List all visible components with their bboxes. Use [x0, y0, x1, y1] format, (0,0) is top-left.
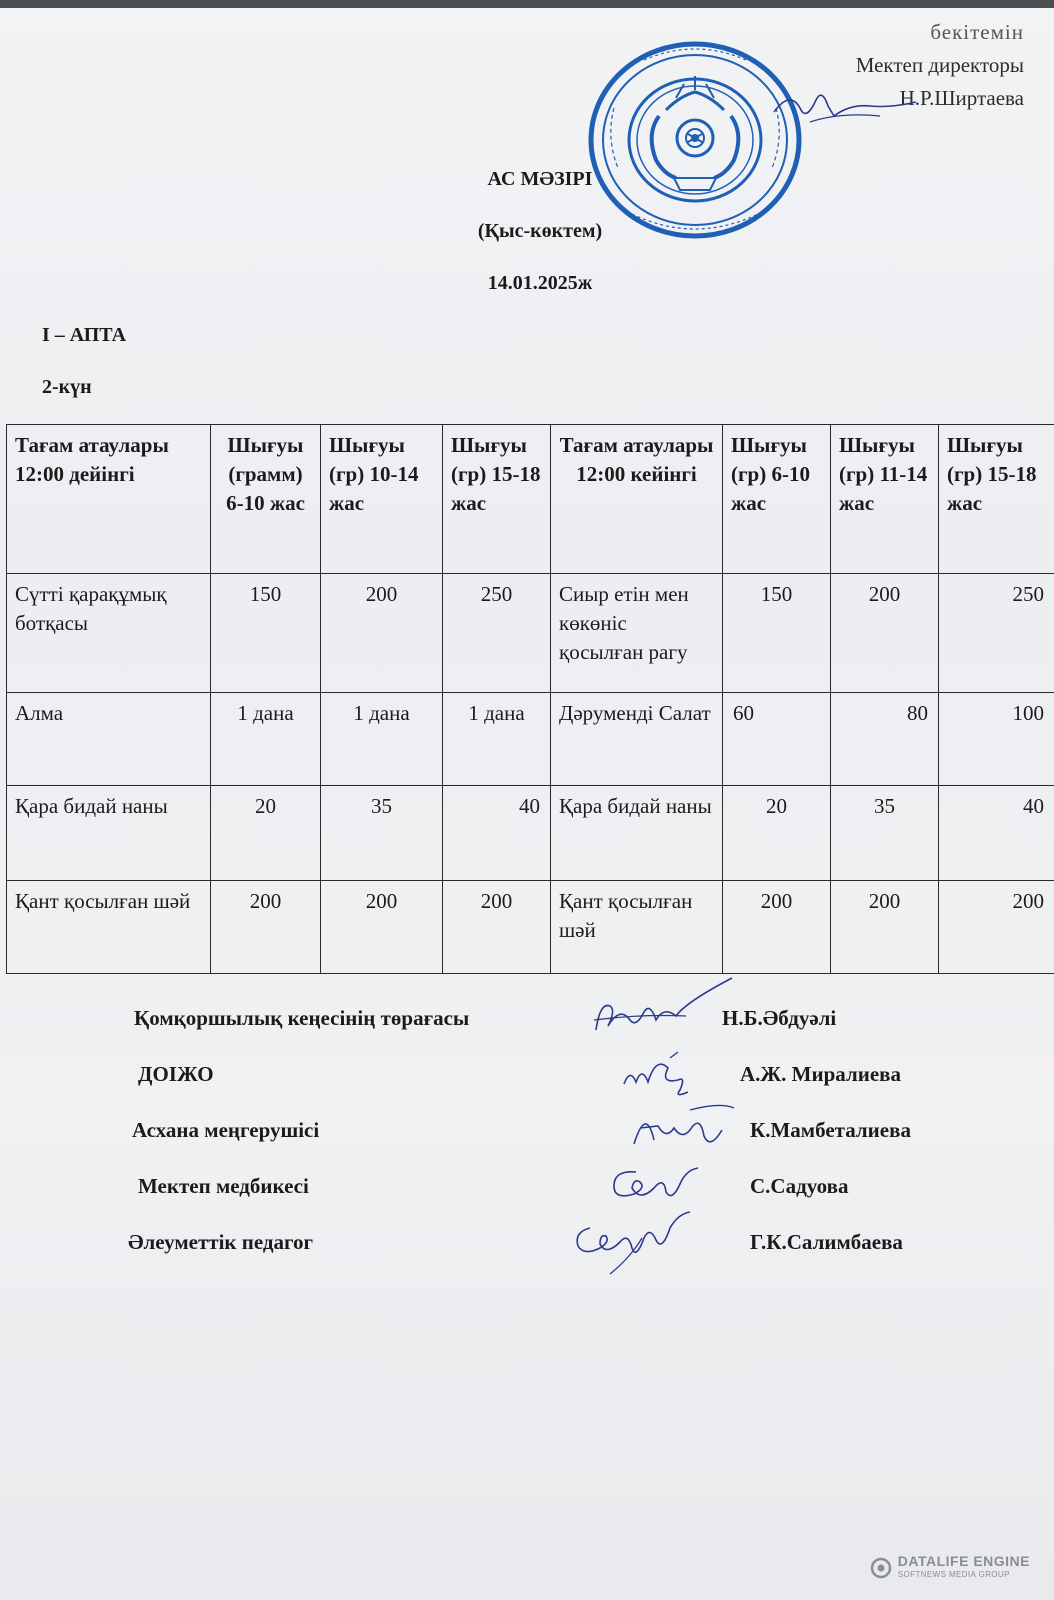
approval-heading: бекітемін — [930, 20, 1024, 44]
table-cell: 20 — [723, 786, 831, 881]
photo-top-edge — [0, 0, 1054, 8]
handwritten-signature — [606, 1158, 706, 1214]
signature-role: Қомқоршылық кеңесінің төрағасы — [134, 1006, 470, 1030]
table-cell: 40 — [443, 786, 551, 881]
handwritten-signature — [570, 1208, 710, 1278]
signature-role: Асхана меңгерушісі — [132, 1118, 320, 1142]
signatory-name: Г.К.Салимбаева — [750, 1230, 903, 1254]
table-cell: 1 дана — [211, 693, 321, 786]
signatory-name: К.Мамбеталиева — [750, 1118, 911, 1142]
table-row — [7, 574, 1054, 693]
table-cell: 200 — [831, 574, 939, 693]
document-date: 14.01.2025ж — [487, 272, 593, 294]
handwritten-signature — [620, 1050, 710, 1100]
table-cell: Қант қосылған шәй — [7, 881, 211, 974]
signature-row — [0, 1230, 1054, 1270]
table-header-cell: Шығуы (гр) 10-14 жас — [321, 425, 443, 574]
table-row — [7, 881, 1054, 974]
watermark-title: DATALIFE ENGINE — [897, 1553, 1030, 1569]
table-cell: 100 — [939, 693, 1054, 786]
table-header-cell: Шығуы (гр) 15-18 жас — [939, 425, 1054, 574]
table-cell: Сүтті қарақұмық ботқасы — [7, 574, 211, 693]
approval-position: Мектеп директоры — [855, 53, 1024, 77]
menu-table — [6, 424, 1054, 974]
official-seal-stamp — [584, 38, 806, 242]
table-cell: 200 — [321, 881, 443, 974]
table-cell: 200 — [939, 881, 1054, 974]
signature-role: ДОІЖО — [138, 1062, 214, 1086]
table-cell: 250 — [939, 574, 1054, 693]
week-label: І – АПТА — [42, 324, 127, 346]
table-cell: 200 — [831, 881, 939, 974]
table-cell: Қара бидай наны — [7, 786, 211, 881]
table-cell: 80 — [831, 693, 939, 786]
approval-name: Н.Р.Ширтаева — [899, 86, 1024, 110]
signatory-name: А.Ж. Миралиева — [740, 1062, 902, 1086]
datalife-logo-icon — [870, 1557, 892, 1579]
table-cell: Дәруменді Салат — [551, 693, 723, 786]
table-row — [7, 693, 1054, 786]
table-row — [7, 786, 1054, 881]
table-cell: 1 дана — [321, 693, 443, 786]
table-cell: 60 — [723, 693, 831, 786]
watermark — [870, 1554, 1030, 1582]
table-header-row — [7, 425, 1054, 574]
table-cell: 200 — [443, 881, 551, 974]
signature-row — [0, 1006, 1054, 1046]
table-cell: 1 дана — [443, 693, 551, 786]
table-cell: 150 — [723, 574, 831, 693]
season-subtitle: (Қыс-көктем) — [477, 220, 603, 242]
handwritten-signature — [590, 976, 740, 1046]
table-cell: 35 — [321, 786, 443, 881]
signature-row — [0, 1062, 1054, 1102]
table-header-cell: Тағам атаулары 12:00 дейінгі — [7, 425, 211, 574]
table-header-cell: Шығуы (гр) 6-10 жас — [723, 425, 831, 574]
table-cell: 40 — [939, 786, 1054, 881]
table-header-cell: Тағам атаулары 12:00 кейінгі — [551, 425, 723, 574]
document-page — [0, 6, 1054, 1600]
signature-row — [0, 1118, 1054, 1158]
table-header-cell: Шығуы (грамм) 6-10 жас — [211, 425, 321, 574]
table-header-cell: Шығуы (гр) 11-14 жас — [831, 425, 939, 574]
table-cell: 200 — [723, 881, 831, 974]
signature-role: Әлеуметтік педагог — [128, 1230, 314, 1254]
director-signature — [770, 82, 920, 132]
table-cell: Қант қосылған шәй — [551, 881, 723, 974]
table-cell: 35 — [831, 786, 939, 881]
table-cell: Сиыр етін мен көкөніс қосылған рагу — [551, 574, 723, 693]
table-cell: 200 — [321, 574, 443, 693]
table-cell: 250 — [443, 574, 551, 693]
day-label: 2-күн — [42, 376, 92, 398]
signatory-name: С.Садуова — [750, 1174, 849, 1198]
signatory-name: Н.Б.Әбдуәлі — [722, 1006, 837, 1030]
document-title: АС МӘЗІРІ — [487, 168, 593, 190]
table-cell: 150 — [211, 574, 321, 693]
signature-role: Мектеп медбикесі — [138, 1174, 309, 1198]
handwritten-signature — [630, 1100, 740, 1156]
signature-row — [0, 1174, 1054, 1214]
table-cell: Қара бидай наны — [551, 786, 723, 881]
table-cell: 20 — [211, 786, 321, 881]
table-cell: Алма — [7, 693, 211, 786]
watermark-subtitle: SOFTNEWS MEDIA GROUP — [897, 1570, 1010, 1579]
table-cell: 200 — [211, 881, 321, 974]
table-header-cell: Шығуы (гр) 15-18 жас — [443, 425, 551, 574]
